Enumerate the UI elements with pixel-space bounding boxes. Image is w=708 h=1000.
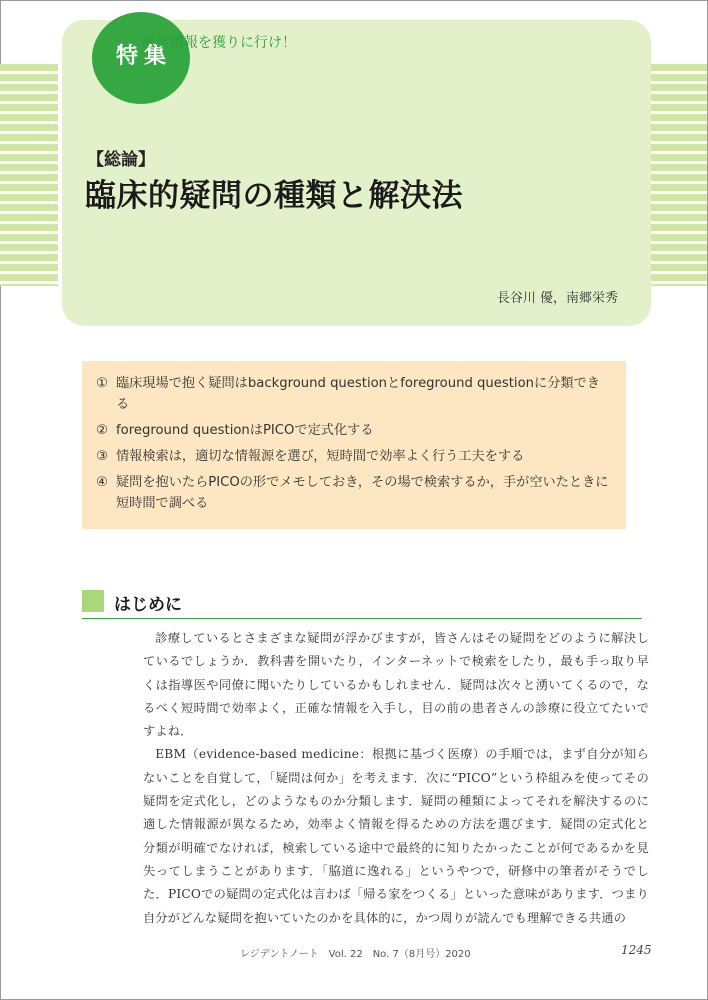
section-heading-label: はじめに <box>114 595 182 615</box>
section-heading <box>82 588 642 619</box>
article-title: 臨床的疑問の種類と解決法 <box>85 178 463 214</box>
key-point-number: ② <box>96 423 108 438</box>
body-paragraph: 診療しているとさまざまな疑問が浮かびますが，皆さんはその疑問をどのように解決しているでしょうか．教科書を開いたり，インターネットで検索をしたり，最も手っ取り早くは指導医や同僚に聞いたりしているかもしれません．疑問は次々と湧いてくるので，なるべく短時間で効率よく，正確な情報を入手し，目の前の患者さんの診療に役立てたいですよね． <box>143 631 649 739</box>
key-point-number: ① <box>96 376 108 391</box>
key-point-text: 情報検索は，適切な情報源を選び，短時間で効率よく行う工夫をする <box>116 449 525 464</box>
decorative-stripes-left <box>0 64 58 286</box>
page-number: 1245 <box>621 943 652 957</box>
key-point-number: ④ <box>96 475 108 490</box>
article-category: 【総論】 <box>87 150 155 170</box>
key-point <box>96 373 612 415</box>
article-authors: 長谷川 優，南郷栄秀 <box>496 291 618 306</box>
decorative-stripes-right <box>651 64 707 286</box>
section-marker-icon <box>82 590 104 612</box>
key-point-text: foreground questionはPICOで定式化する <box>116 423 374 438</box>
feature-badge <box>92 12 190 104</box>
series-title: 医学情報を獲りに行け！ <box>142 35 296 51</box>
key-point <box>96 446 612 467</box>
body-paragraph: EBM（evidence-based medicine：根拠に基づく医療）の手順では，まず自分が知らないことを自覚して，「疑問は何か」を考えます．次に“PICO”という枠組みを使ってその疑問を定式化し，どのようなものか分類します．疑問の種類によってそれを解決するのに適した情報源が異なるため，効率よく情報を得るための方法を選びます．疑問の定式化と分類が明確でなければ，検索している途中で最終的に知りたかったことが何であるかを見失ってしまうことがあります．「脇道に逸れる」というやつで，研修中の筆者がそうでした．PICOでの疑問の定式化は言わば「帰る家をつくる」といった意味があります．つまり自分がどんな疑問を抱いていたのかを具体的に，かつ周りが読んでも理解できる共通の <box>143 747 649 925</box>
key-point-text: 疑問を抱いたらPICOの形でメモしておき，その場で検索するか，手が空いたときに短時間で調べる <box>116 475 609 511</box>
key-point <box>96 472 612 514</box>
body-text <box>143 627 649 930</box>
key-points-box <box>82 361 626 529</box>
feature-badge-label: 特集 <box>115 43 172 69</box>
journal-info: レジデントノート Vol. 22 No. 7（8月号）2020 <box>240 949 471 960</box>
key-point-number: ③ <box>96 449 108 464</box>
key-point-text: 臨床現場で抱く疑問はbackground questionとforeground questionに分類できる <box>116 376 600 412</box>
key-point <box>96 420 612 441</box>
